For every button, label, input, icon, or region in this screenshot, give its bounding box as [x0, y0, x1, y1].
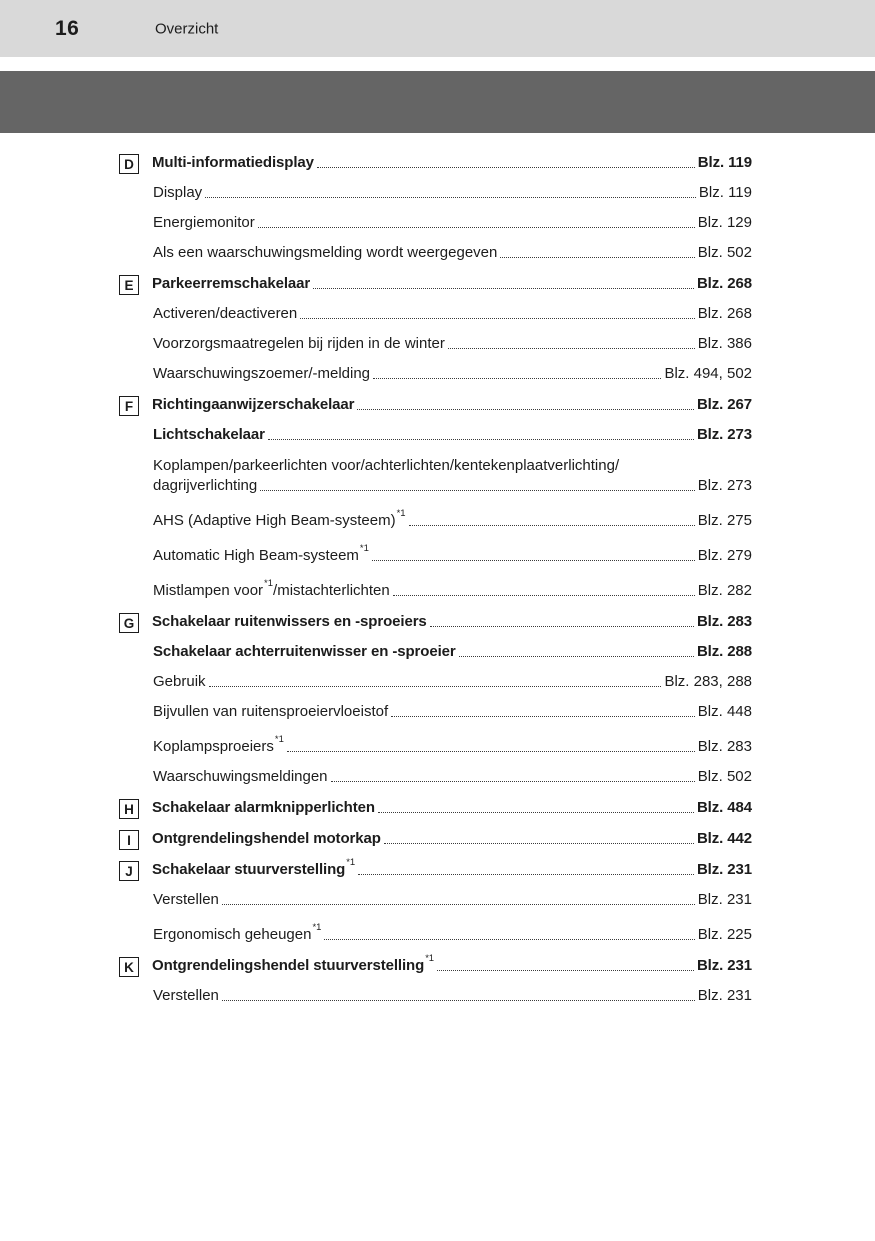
toc-entry: [119, 543, 752, 565]
callout-letter: F: [124, 398, 134, 414]
dot-leader: [331, 781, 695, 782]
toc-entry: [119, 672, 752, 691]
entry-label: Voorzorgsmaatregelen bij rijden in de winter: [153, 335, 445, 352]
toc-section-f: [119, 395, 752, 600]
toc-entry-title: [119, 425, 752, 444]
callout-letter-box: [119, 799, 139, 819]
toc-entry-title: [119, 798, 752, 817]
callout-letter-box: [119, 154, 139, 174]
page-ref: Blz. 288: [696, 643, 752, 660]
toc-entry: [119, 508, 752, 530]
dot-leader: [317, 167, 695, 168]
entry-label: Koplampsproeiers: [153, 738, 274, 755]
entry-label: Ergonomisch geheugen: [153, 926, 312, 943]
toc-entry: [119, 702, 752, 721]
toc-entry: [119, 578, 752, 600]
toc-entry: [119, 922, 752, 944]
entry-label: Waarschuwingszoemer/-melding: [153, 365, 371, 382]
toc-entry: [119, 243, 752, 262]
page-ref: Blz. 494, 502: [664, 365, 752, 382]
entry-label: Als een waarschuwingsmelding wordt weergegeven: [153, 244, 498, 261]
page-ref: Blz. 268: [697, 305, 752, 322]
page-ref: Blz. 119: [697, 154, 752, 171]
dot-leader: [459, 656, 694, 657]
toc-entry-title: [119, 642, 752, 661]
dot-leader: [378, 812, 694, 813]
entry-label-line2: [119, 476, 752, 495]
page-ref: Blz. 231: [696, 861, 752, 878]
page-ref: Blz. 282: [697, 582, 752, 599]
dot-leader: [437, 970, 694, 971]
footnote-marker: *1: [264, 578, 274, 589]
page-ref: Blz. 231: [697, 987, 752, 1004]
page-ref: Blz. 502: [697, 768, 752, 785]
toc-entry: [119, 334, 752, 353]
page-ref: Blz. 268: [696, 275, 752, 292]
page-header: [0, 0, 875, 57]
page-ref: Blz. 129: [697, 214, 752, 231]
footnote-marker: *1: [359, 543, 369, 554]
toc-section-j: [119, 857, 752, 944]
entry-label: Richtingaanwijzerschakelaar: [152, 396, 355, 413]
toc-entry: [119, 890, 752, 909]
dot-leader: [373, 378, 661, 379]
page-ref: Blz. 267: [696, 396, 752, 413]
entry-label: Multi-informatiedisplay: [152, 154, 314, 171]
toc-section-g: [119, 612, 752, 786]
callout-letter: H: [124, 801, 134, 817]
callout-letter: G: [123, 615, 135, 631]
callout-letter: I: [127, 832, 131, 848]
page-ref: Blz. 279: [697, 547, 752, 564]
callout-letter-box: [119, 613, 139, 633]
toc-section-d: [119, 153, 752, 262]
dot-leader: [222, 1000, 695, 1001]
entry-label: Ontgrendelingshendel motorkap: [152, 830, 381, 847]
dot-leader: [258, 227, 695, 228]
toc-entry: [119, 213, 752, 232]
entry-label: Automatic High Beam-systeem: [153, 547, 359, 564]
entry-label: Verstellen: [153, 891, 219, 908]
footnote-marker: *1: [274, 734, 284, 745]
entry-label: Lichtschakelaar: [153, 426, 265, 443]
entry-label: Bijvullen van ruitensproeiervloeistof: [153, 703, 389, 720]
entry-label: Ontgrendelingshendel stuurverstelling: [152, 957, 425, 974]
entry-label: Waarschuwingsmeldingen: [153, 768, 328, 785]
illustration-band: [0, 71, 875, 133]
toc-entry-title: [119, 829, 752, 848]
callout-letter-box: [119, 861, 139, 881]
dot-leader: [209, 686, 662, 687]
toc-section-e: [119, 274, 752, 383]
toc-entry: [119, 304, 752, 323]
dot-leader: [358, 874, 694, 875]
page-ref: Blz. 484: [696, 799, 752, 816]
callout-letter: E: [124, 277, 134, 293]
dot-leader: [300, 318, 695, 319]
dot-leader: [205, 197, 696, 198]
page-ref: Blz. 386: [697, 335, 752, 352]
callout-letter-box: [119, 830, 139, 850]
page-ref: Blz. 283, 288: [664, 673, 752, 690]
footnote-marker: *1: [425, 953, 434, 964]
dot-leader: [268, 439, 694, 440]
page-ref: Blz. 502: [697, 244, 752, 261]
page-ref: Blz. 231: [696, 957, 752, 974]
header-divider: [0, 57, 875, 71]
toc-entry: [119, 734, 752, 756]
entry-label: Schakelaar alarmknipperlichten: [152, 799, 375, 816]
dot-leader: [430, 626, 694, 627]
page-ref: Blz. 273: [697, 477, 752, 494]
entry-label: Schakelaar ruitenwissers en -sproeiers: [152, 613, 427, 630]
toc-entry-title: [119, 274, 752, 293]
dot-leader: [391, 716, 695, 717]
dot-leader: [287, 751, 695, 752]
footnote-marker: *1: [312, 922, 322, 933]
dot-leader: [393, 595, 695, 596]
dot-leader: [324, 939, 694, 940]
entry-label: Activeren/deactiveren: [153, 305, 298, 322]
entry-label: AHS (Adaptive High Beam-systeem): [153, 512, 396, 529]
page-ref: Blz. 119: [698, 184, 752, 201]
dot-leader: [313, 288, 694, 289]
chapter-title: Overzicht: [155, 20, 219, 37]
page-ref: Blz. 442: [696, 830, 752, 847]
toc-section-h: [119, 798, 752, 817]
page-number: 16: [55, 16, 80, 40]
toc-section-i: [119, 829, 752, 848]
page-ref: Blz. 273: [696, 426, 752, 443]
entry-label: Energiemonitor: [153, 214, 255, 231]
page-ref: Blz. 283: [697, 738, 752, 755]
toc-entry-title: [119, 395, 752, 414]
toc-entry: [119, 455, 752, 495]
toc-entry: [119, 767, 752, 786]
entry-label: dagrijverlichting: [153, 477, 258, 494]
entry-label: /mistachterlichten: [273, 582, 390, 599]
dot-leader: [448, 348, 695, 349]
entry-label-line1: [119, 455, 752, 476]
toc-entry-title: [119, 857, 752, 879]
callout-letter: D: [124, 156, 134, 172]
toc-entry-title: [119, 153, 752, 172]
entry-label: Parkeerremschakelaar: [152, 275, 311, 292]
toc-entry: [119, 183, 752, 202]
toc-section-k: [119, 953, 752, 1005]
entry-label: Schakelaar achterruitenwisser en -sproeier: [153, 643, 456, 660]
page-ref: Blz. 225: [697, 926, 752, 943]
toc-entry-title: [119, 953, 752, 975]
dot-leader: [357, 409, 694, 410]
dot-leader: [384, 843, 694, 844]
page-ref: Blz. 231: [697, 891, 752, 908]
entry-label: Schakelaar stuurverstelling: [152, 861, 346, 878]
toc-list: [0, 153, 875, 1005]
entry-label: Verstellen: [153, 987, 219, 1004]
dot-leader: [222, 904, 695, 905]
entry-label: Display: [153, 184, 203, 201]
entry-label: Koplampen/parkeerlichten voor/achterlichten/kentekenplaatverlichting/: [153, 457, 620, 474]
entry-label: Mistlampen voor: [153, 582, 264, 599]
dot-leader: [372, 560, 695, 561]
footnote-marker: *1: [346, 857, 356, 868]
toc-entry-title: [119, 612, 752, 631]
dot-leader: [500, 257, 694, 258]
page-ref: Blz. 275: [697, 512, 752, 529]
entry-label: Gebruik: [153, 673, 206, 690]
toc-entry: [119, 986, 752, 1005]
toc-entry: [119, 364, 752, 383]
dot-leader: [409, 525, 695, 526]
callout-letter-box: [119, 957, 139, 977]
dot-leader: [260, 490, 695, 491]
footnote-marker: *1: [396, 508, 406, 519]
callout-letter-box: [119, 396, 139, 416]
page-ref: Blz. 283: [696, 613, 752, 630]
callout-letter-box: [119, 275, 139, 295]
page-ref: Blz. 448: [697, 703, 752, 720]
callout-letter: J: [125, 863, 133, 879]
callout-letter: K: [124, 959, 134, 975]
